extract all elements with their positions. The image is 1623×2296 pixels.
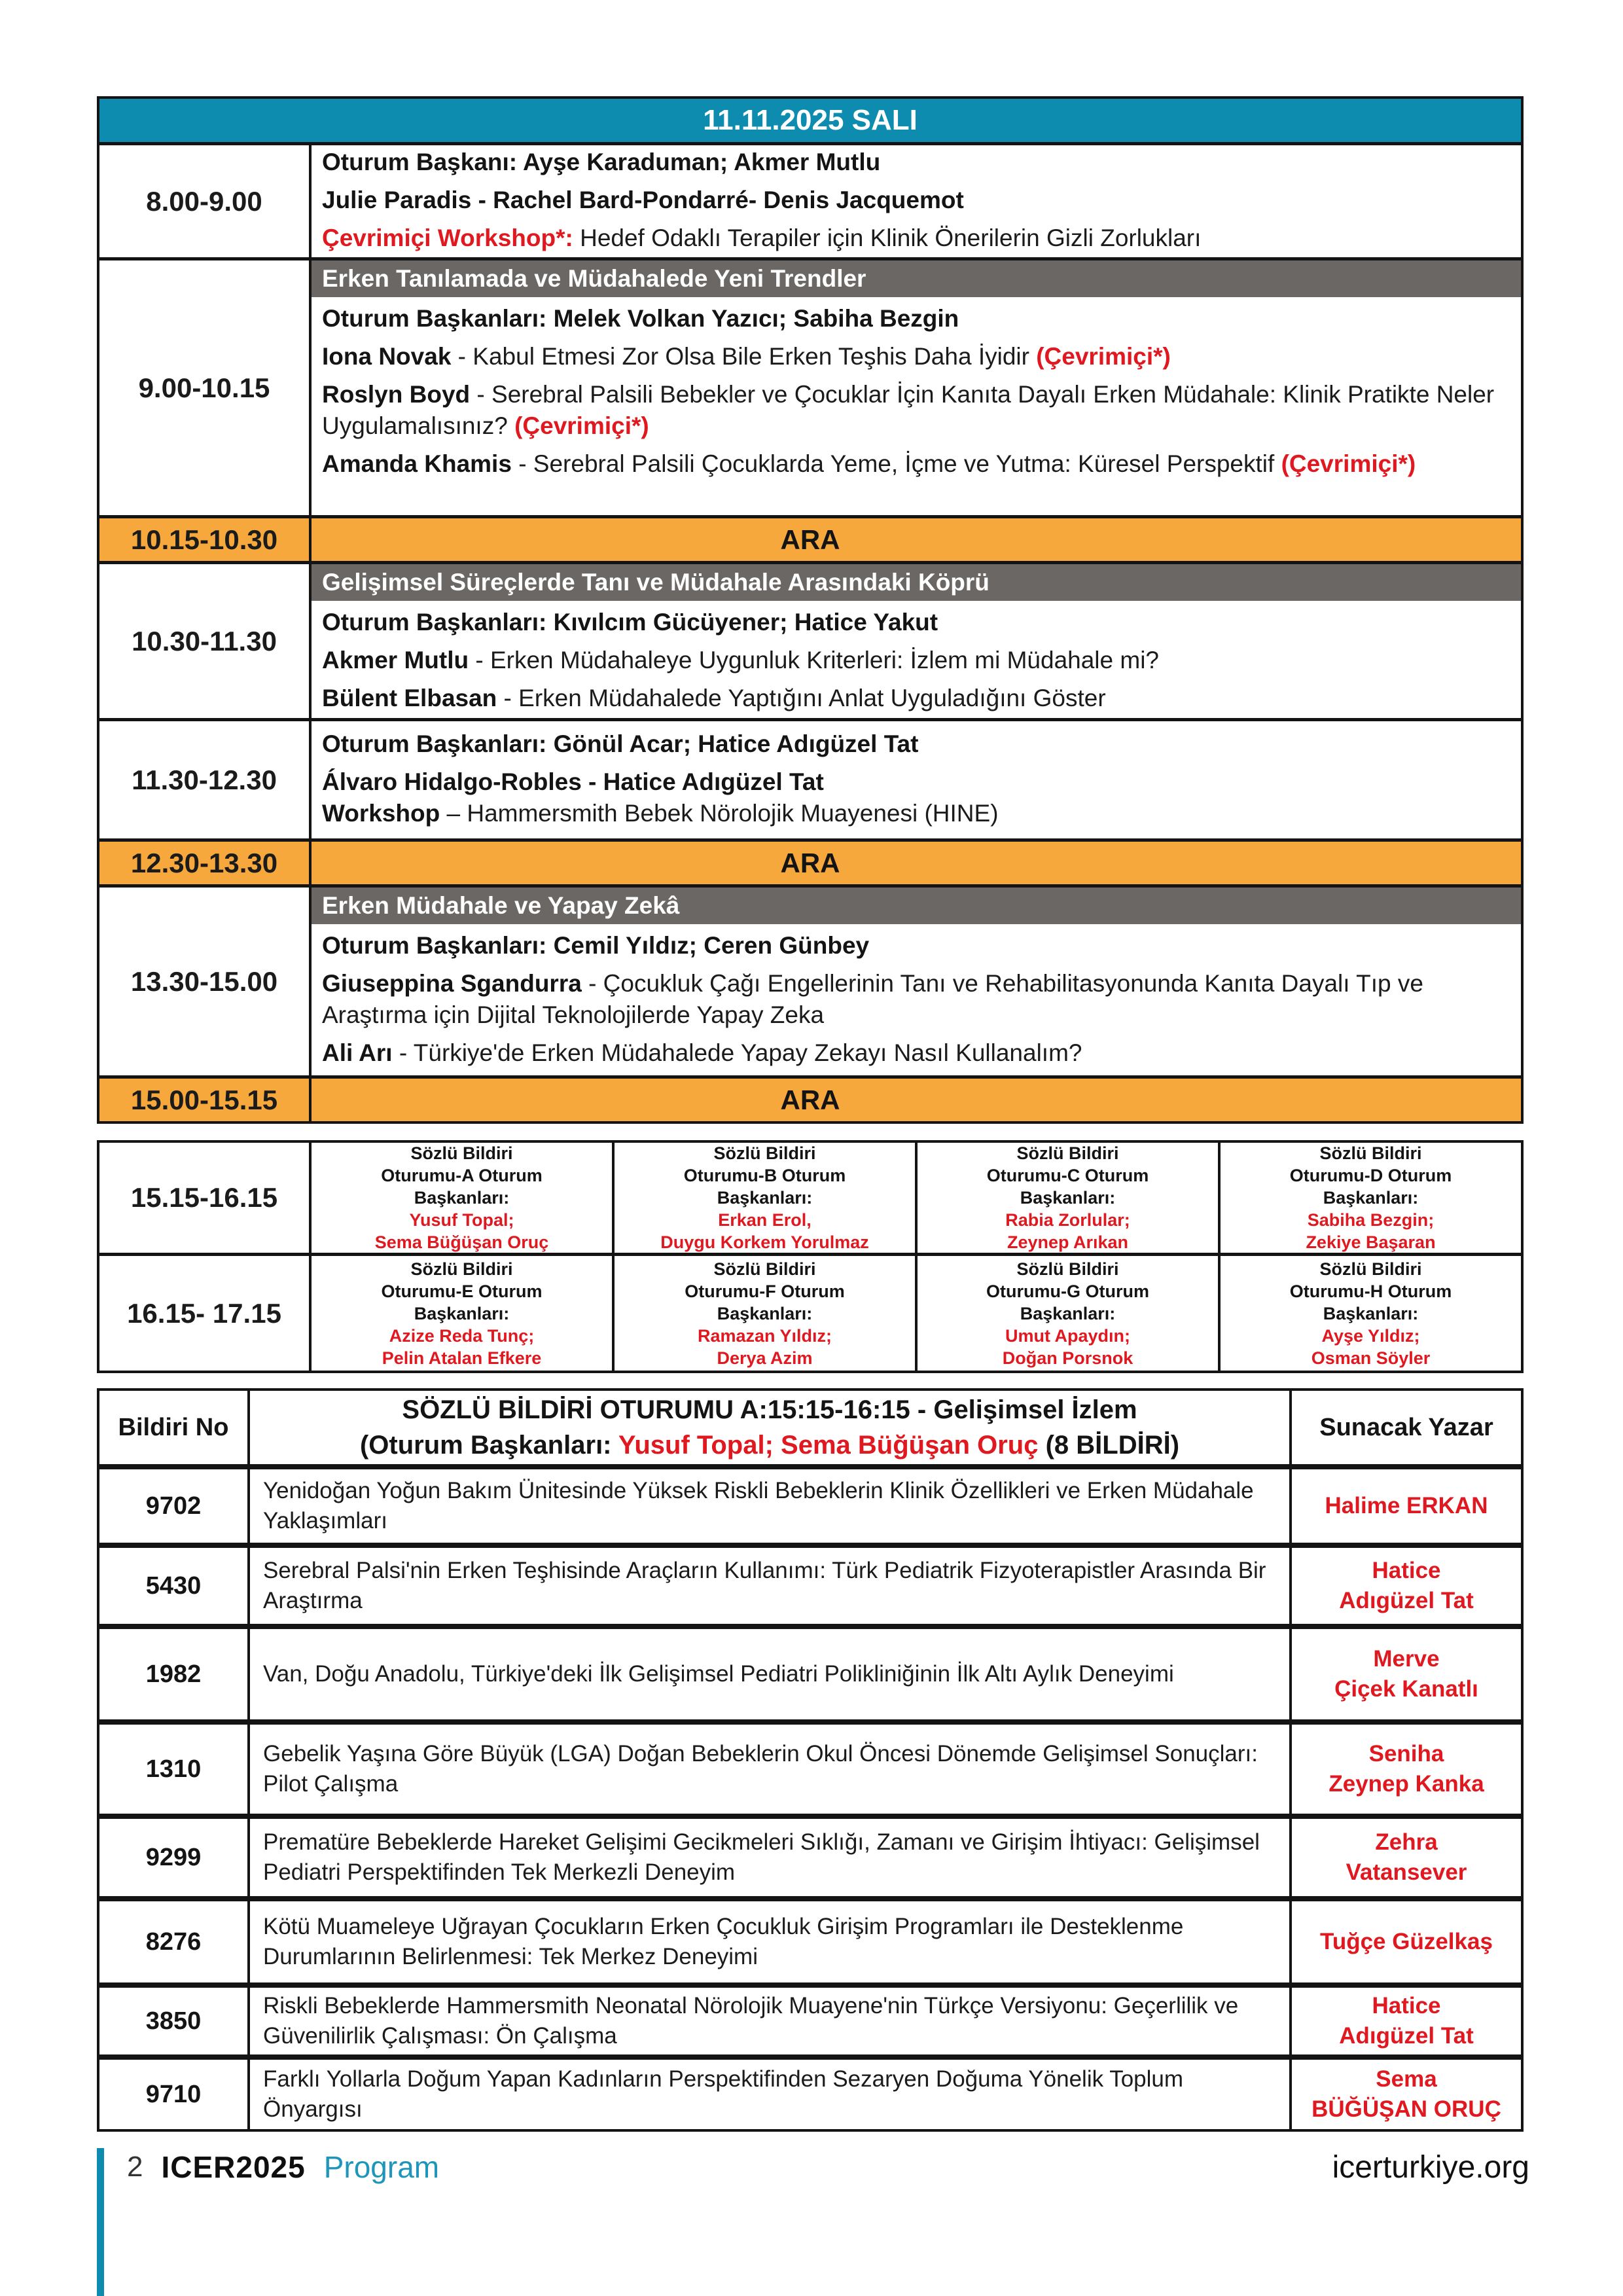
- session-cell: [309, 721, 1521, 838]
- paper-title: Serebral Palsi'nin Erken Teşhisinde Araçların Kullanımı: Türk Pediatrik Fizyoterapistler Arasında Bir Araştırma: [247, 1548, 1292, 1624]
- session-cell: [309, 888, 1521, 1075]
- paper-no: 1982: [145, 1660, 202, 1688]
- time-cell: 8.00-9.00: [146, 185, 262, 217]
- break-label: ARA: [780, 524, 840, 555]
- paragraph: Álvaro Hidalgo-Robles - Hatice Adıgüzel Tat: [322, 768, 824, 795]
- website-text: icerturkiye.org: [1332, 2149, 1529, 2185]
- session-cell-g: Sözlü Bildiri Oturumu-G Oturum Başkanları: Umut Apaydın; Doğan Porsnok: [915, 1256, 1218, 1371]
- paper-no: 9299: [145, 1843, 202, 1871]
- col-header-bildiri-no: Bildiri No: [118, 1414, 229, 1441]
- time-cell: 12.30-13.30: [130, 847, 278, 878]
- session-cell-d: Sözlü Bildiri Oturumu-D Oturum Başkanları: Sabiha Bezgin; Zekiye Başaran: [1218, 1143, 1521, 1253]
- paragraph: Oturum Başkanı: Ayşe Karaduman; Akmer Mutlu: [322, 148, 881, 175]
- paper-row: [99, 2054, 1521, 2129]
- paragraph: Çevrimiçi Workshop*: Hedef Odaklı Terapiler için Klinik Önerilerin Gizli Zorlukları: [322, 224, 1202, 251]
- paper-title: Prematüre Bebeklerde Hareket Gelişimi Gecikmeleri Sıklığı, Zamanı ve Girişim İhtiyacı: Gelişimsel Pediatri Perspektifinden Tek Merkezli Deneyim: [247, 1819, 1292, 1896]
- date-header: 11.11.2025 SALI: [99, 99, 1521, 142]
- break-label: ARA: [780, 847, 840, 878]
- paragraph: Ali Arı - Türkiye'de Erken Müdahalede Yapay Zekayı Nasıl Kullanalım?: [322, 1039, 1082, 1066]
- paragraph: Oturum Başkanları: Melek Volkan Yazıcı; Sabiha Bezgin: [322, 305, 959, 332]
- paper-no: 9702: [145, 1492, 202, 1520]
- section-header: Erken Tanılamada ve Müdahalede Yeni Trendler: [312, 260, 1521, 297]
- col-header-session-title: SÖZLÜ BİLDİRİ OTURUMU A:15:15-16:15 - Gelişimsel İzlem (Oturum Başkanları: Yusuf Topal; Sema Büğüşan Oruç (8 BİLDİRİ): [247, 1391, 1292, 1464]
- paper-row: [99, 1543, 1521, 1624]
- paper-row: [99, 1464, 1521, 1543]
- session-cell-a: Sözlü Bildiri Oturumu-A Oturum Başkanları: Yusuf Topal; Sema Büğüşan Oruç: [309, 1143, 612, 1253]
- table-header-row: [99, 1391, 1521, 1464]
- paper-row: [99, 1814, 1521, 1896]
- time-cell: 10.30-11.30: [132, 625, 277, 656]
- session-cell-e: Sözlü Bildiri Oturumu-E Oturum Başkanları: Azize Reda Tunç; Pelin Atalan Efkere: [309, 1256, 612, 1371]
- paragraph: Workshop – Hammersmith Bebek Nörolojik Muayenesi (HINE): [322, 799, 999, 827]
- break-row: [99, 1075, 1521, 1121]
- paragraph: Amanda Khamis - Serebral Palsili Çocuklarda Yeme, İçme ve Yutma: Küresel Perspektif (Çevrimiçi*): [322, 450, 1416, 477]
- break-row: [99, 515, 1521, 561]
- paper-author: Hatice Adıgüzel Tat: [1339, 1558, 1474, 1613]
- papers-table: [97, 1388, 1524, 2132]
- paragraph: Oturum Başkanları: Kıvılcım Gücüyener; Hatice Yakut: [322, 609, 938, 636]
- session-cell: [309, 145, 1521, 257]
- table-row: [99, 257, 1521, 515]
- footer: [127, 2145, 439, 2189]
- session-cell-c: Sözlü Bildiri Oturumu-C Oturum Başkanları: Rabia Zorlular; Zeynep Arıkan: [915, 1143, 1218, 1253]
- section-header: Gelişimsel Süreçlerde Tanı ve Müdahale Arasındaki Köprü: [312, 564, 1521, 601]
- paper-title: Kötü Muameleye Uğrayan Çocukların Erken Çocukluk Girişim Programları ile Desteklenme Durumlarının Belirlenmesi: Tek Merkez Deneyimi: [247, 1901, 1292, 1982]
- time-cell: 15.00-15.15: [130, 1084, 278, 1115]
- paper-author: Halime ERKAN: [1325, 1493, 1488, 1518]
- paper-author: Zehra Vatansever: [1346, 1829, 1467, 1885]
- session-cell: [309, 564, 1521, 718]
- time-cell: 11.30-12.30: [132, 764, 277, 795]
- paragraph: Giuseppina Sgandurra - Çocukluk Çağı Engellerinin Tanı ve Rehabilitasyonunda Kanıta Dayalı Tıp ve Araştırma için Dijital Teknolojilerde Yapay Zeka: [322, 970, 1423, 1028]
- paper-no: 5430: [145, 1571, 202, 1600]
- brand-name: ICER2025: [161, 2150, 306, 2184]
- paper-no: 8276: [145, 1928, 202, 1956]
- paragraph: Bülent Elbasan - Erken Müdahalede Yaptığını Anlat Uyguladığını Göster: [322, 685, 1106, 711]
- paper-author: Hatice Adıgüzel Tat: [1339, 1993, 1474, 2049]
- break-label: ARA: [780, 1084, 840, 1115]
- paper-row: [99, 1624, 1521, 1719]
- paper-author: Merve Çiçek Kanatlı: [1334, 1646, 1478, 1702]
- paper-title: Van, Doğu Anadolu, Türkiye'deki İlk Gelişimsel Pediatri Polikliniğinin İlk Altı Aylık Deneyimi: [247, 1629, 1292, 1719]
- paper-author: Seniha Zeynep Kanka: [1329, 1741, 1484, 1797]
- session-cell-b: Sözlü Bildiri Oturumu-B Oturum Başkanları: Erkan Erol, Duygu Korkem Yorulmaz: [612, 1143, 915, 1253]
- paragraph: Roslyn Boyd - Serebral Palsili Bebekler ve Çocuklar İçin Kanıta Dayalı Erken Müdahale: Klinik Pratikte Neler Uygulamalısınız? (Çevrimiçi*): [322, 381, 1495, 439]
- schedule-table: [97, 96, 1524, 1124]
- table-row: [99, 718, 1521, 838]
- page-number: 2: [127, 2151, 143, 2183]
- table-row: [99, 884, 1521, 1075]
- break-row: [99, 838, 1521, 884]
- brand-program-label: Program: [323, 2150, 440, 2184]
- paper-title: Riskli Bebeklerde Hammersmith Neonatal Nörolojik Muayene'nin Türkçe Versiyonu: Geçerlilik ve Güvenilirlik Çalışması: Ön Çalışma: [247, 1988, 1292, 2054]
- table-row: [99, 561, 1521, 718]
- paragraph: Julie Paradis - Rachel Bard-Pondarré- Denis Jacquemot: [322, 186, 964, 213]
- paper-title: Gebelik Yaşına Göre Büyük (LGA) Doğan Bebeklerin Okul Öncesi Dönemde Gelişimsel Sonuçları: Pilot Çalışma: [247, 1725, 1292, 1814]
- paper-author: Sema BÜĞÜŞAN ORUÇ: [1311, 2066, 1501, 2122]
- paragraph: Oturum Başkanları: Cemil Yıldız; Ceren Günbey: [322, 932, 870, 959]
- paper-no: 9710: [145, 2080, 202, 2108]
- paper-row: [99, 1982, 1521, 2054]
- paragraph: Oturum Başkanları: Gönül Acar; Hatice Adıgüzel Tat: [322, 730, 919, 757]
- table-row: [99, 142, 1521, 257]
- paper-author: Tuğçe Güzelkaş: [1320, 1929, 1493, 1954]
- section-header: Erken Müdahale ve Yapay Zekâ: [312, 888, 1521, 924]
- oral-sessions-table: [97, 1140, 1524, 1373]
- paper-row: [99, 1896, 1521, 1982]
- time-cell: 10.15-10.30: [130, 524, 278, 555]
- session-cell: [309, 260, 1521, 515]
- paper-title: Yenidoğan Yoğun Bakım Ünitesinde Yüksek Riskli Bebeklerin Klinik Özellikleri ve Erken Müdahale Yaklaşımları: [247, 1469, 1292, 1543]
- time-cell: 16.15- 17.15: [127, 1297, 281, 1329]
- paper-row: [99, 1719, 1521, 1814]
- footer-accent-bar: [97, 2148, 104, 2296]
- paper-no: 1310: [145, 1755, 202, 1783]
- paper-title: Farklı Yollarla Doğum Yapan Kadınların Perspektifinden Sezaryen Doğuma Yönelik Toplum Önyargısı: [247, 2060, 1292, 2129]
- paragraph: Akmer Mutlu - Erken Müdahaleye Uygunluk Kriterleri: İzlem mi Müdahale mi?: [322, 647, 1159, 673]
- session-cell-f: Sözlü Bildiri Oturumu-F Oturum Başkanları: Ramazan Yıldız; Derya Azim: [612, 1256, 915, 1371]
- paragraph: Iona Novak - Kabul Etmesi Zor Olsa Bile Erken Teşhis Daha İyidir (Çevrimiçi*): [322, 343, 1171, 370]
- table-row: [99, 1253, 1521, 1371]
- paper-no: 3850: [145, 2007, 202, 2035]
- session-cell-h: Sözlü Bildiri Oturumu-H Oturum Başkanları: Ayşe Yıldız; Osman Söyler: [1218, 1256, 1521, 1371]
- time-cell: 9.00-10.15: [138, 372, 270, 403]
- time-cell: 13.30-15.00: [130, 965, 278, 997]
- table-row: [99, 1143, 1521, 1253]
- time-cell: 15.15-16.15: [130, 1182, 278, 1213]
- col-header-sunacak-yazar: Sunacak Yazar: [1319, 1414, 1493, 1441]
